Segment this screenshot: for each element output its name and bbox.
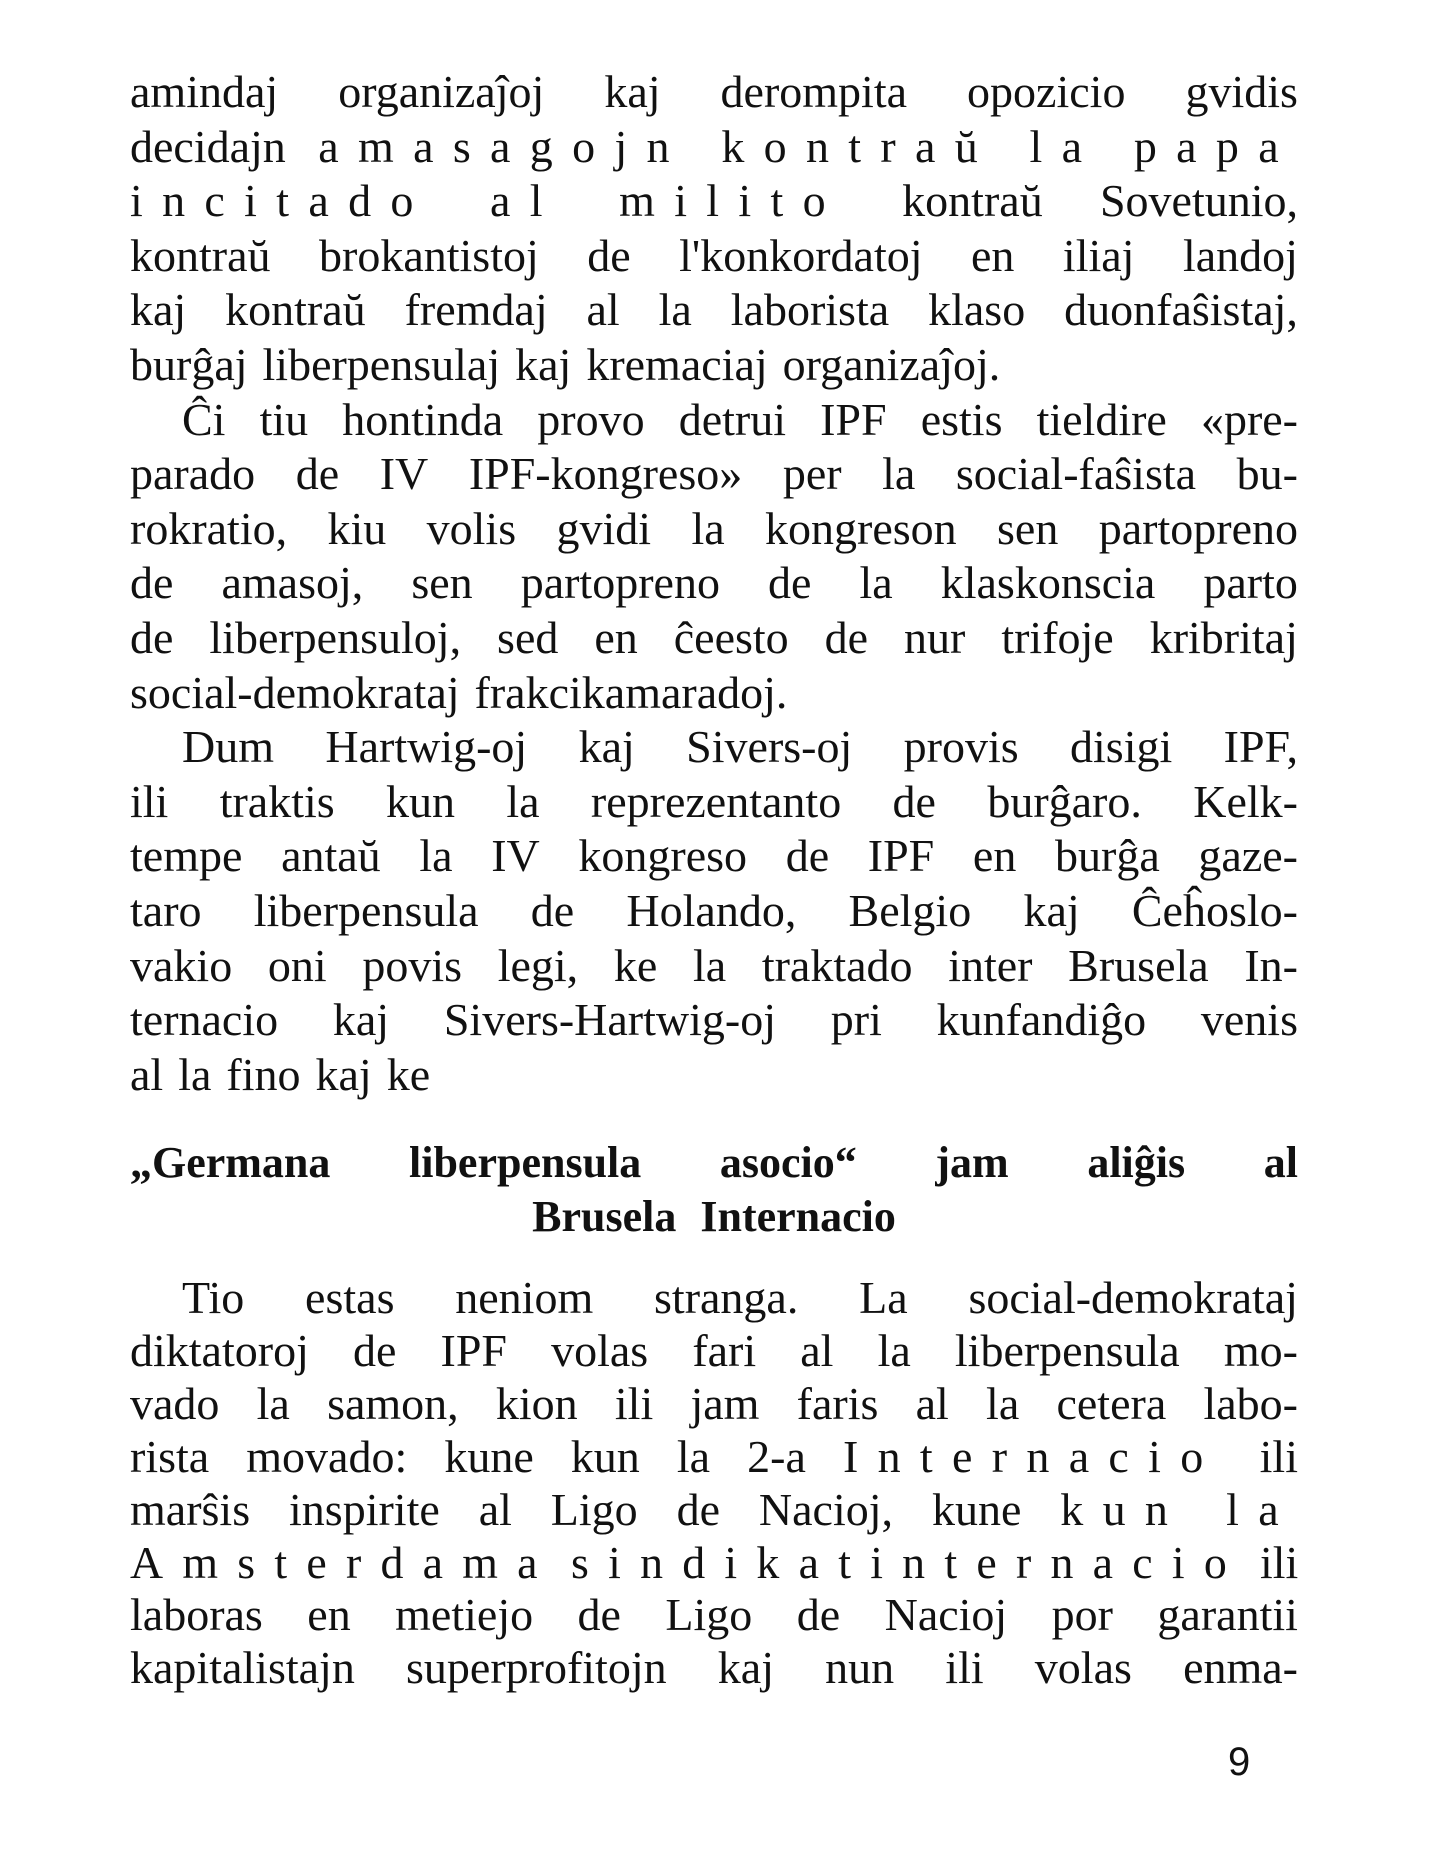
word: en	[971, 229, 1015, 281]
word: ili	[945, 1642, 984, 1694]
text-line	[130, 608, 1298, 668]
word: Ligo	[665, 1589, 753, 1641]
word: kun	[386, 775, 456, 827]
word: IPF	[867, 830, 935, 882]
word: Sivers-oj	[686, 721, 853, 773]
word: Tio	[182, 1272, 245, 1323]
word: IPF-kongreso»	[468, 448, 743, 500]
word: kapitalistajn	[130, 1642, 355, 1694]
word: kaj	[1023, 885, 1080, 936]
word: burĝa	[1055, 830, 1160, 882]
word: la	[676, 1430, 711, 1482]
word: povis	[362, 939, 463, 991]
word: movado:	[246, 1430, 408, 1482]
word: partopreno	[520, 557, 720, 609]
word: gvidi	[556, 502, 652, 554]
word: metiejo	[395, 1589, 534, 1641]
word: liberpensula	[954, 1324, 1180, 1376]
word: kongreson	[765, 502, 957, 554]
text-line	[130, 1321, 1298, 1381]
word: superprofitojn	[406, 1642, 667, 1694]
word: Brusela	[532, 1192, 677, 1241]
word: ĉeesto	[673, 612, 789, 663]
word: amindaj	[130, 66, 279, 117]
word: gvidis	[1185, 66, 1298, 117]
word: la	[419, 830, 453, 882]
word: de	[587, 229, 631, 281]
word: la	[859, 557, 893, 609]
word: Belgio	[848, 885, 972, 936]
word: ke	[613, 939, 658, 991]
word: La	[859, 1272, 908, 1323]
word: al	[800, 1324, 834, 1376]
word: de	[130, 612, 174, 663]
word: taro	[130, 885, 202, 936]
word: Ligo	[550, 1483, 638, 1535]
word: opozicio	[967, 66, 1126, 117]
heading-line	[130, 1133, 1298, 1193]
word: marŝis	[130, 1483, 251, 1535]
text-line	[130, 171, 1298, 231]
word: traktado	[761, 939, 913, 991]
word: kion	[495, 1377, 578, 1429]
word: en	[307, 1589, 351, 1641]
text-line	[130, 1480, 1298, 1540]
word: 2-a	[747, 1430, 806, 1482]
word: ili	[1259, 1536, 1298, 1588]
text-line	[130, 1268, 1298, 1328]
word: tiu	[259, 393, 309, 445]
word: kaj	[578, 721, 635, 773]
word: neniom	[455, 1272, 594, 1323]
word: sen	[997, 502, 1059, 554]
word: traktis	[219, 775, 335, 827]
word: garantii	[1157, 1589, 1298, 1641]
word: kaj	[717, 1642, 774, 1694]
word: vakio	[130, 939, 233, 991]
word: bu-	[1236, 448, 1298, 500]
word: kiu	[327, 502, 387, 554]
text-line	[130, 1638, 1298, 1698]
word: social-demokrataj	[130, 666, 460, 718]
word: volas	[551, 1324, 649, 1376]
word: social-demokrataj	[968, 1272, 1298, 1323]
word: jam	[690, 1377, 760, 1429]
word: kaj	[130, 284, 187, 336]
text-line	[130, 335, 1298, 395]
text-line	[130, 990, 1298, 1050]
word: l'konkordatoj	[679, 229, 923, 281]
word: legi,	[497, 939, 579, 991]
word: IPF	[820, 393, 887, 445]
word: enma-	[1183, 1642, 1298, 1694]
word: kremaciaj	[586, 339, 768, 390]
word: de	[892, 775, 936, 827]
word: Amsterdama	[130, 1536, 557, 1588]
word: rokratio,	[130, 502, 288, 554]
word: IV	[379, 448, 429, 500]
text-line	[130, 1585, 1298, 1645]
text-line	[130, 663, 1298, 723]
word: organizaĵoj.	[782, 339, 1001, 390]
word: oni	[267, 939, 327, 991]
word: Sivers-Hartwig-oj	[443, 994, 776, 1046]
page-number: 9	[1228, 1740, 1251, 1784]
word: ili	[614, 1377, 654, 1429]
word: la	[1226, 1483, 1298, 1535]
word: liberpensulaj	[262, 339, 501, 390]
word: kune	[931, 1483, 1022, 1535]
word: venis	[1200, 994, 1298, 1046]
word: brokantistoj	[319, 229, 539, 281]
word: In-	[1244, 939, 1298, 991]
word: iliaj	[1062, 229, 1135, 281]
word: de	[530, 885, 575, 936]
word: kontraŭ	[225, 284, 366, 336]
word: IPF,	[1223, 721, 1298, 773]
word: rista	[130, 1430, 210, 1482]
word: estas	[305, 1272, 395, 1323]
word: kun	[1060, 1483, 1188, 1535]
word: de	[577, 1589, 621, 1641]
word: inter	[948, 939, 1033, 991]
word: decidajn	[130, 120, 286, 172]
word: kunfandiĝo	[936, 994, 1147, 1046]
word: kaj	[332, 994, 390, 1046]
word: Kelk-	[1193, 775, 1298, 827]
word: la	[658, 284, 692, 336]
word: al	[1263, 1138, 1298, 1187]
text-line	[130, 881, 1298, 941]
word: volas	[1034, 1642, 1132, 1694]
word: Internacio	[842, 1430, 1223, 1482]
text-line	[130, 117, 1298, 177]
word: diktatoroj	[130, 1324, 309, 1376]
word: tempe	[130, 830, 243, 882]
word: en	[972, 830, 1017, 882]
word: de	[824, 612, 869, 663]
word: en	[594, 612, 638, 663]
word: milito	[619, 175, 845, 227]
word: Nacioj,	[758, 1483, 894, 1535]
word: partopreno	[1098, 502, 1298, 554]
word: nur	[904, 612, 966, 663]
word: Hartwig-oj	[325, 721, 528, 773]
word: IPF	[440, 1324, 507, 1376]
word: fremdaj	[404, 284, 548, 336]
word: „Germana	[130, 1138, 331, 1187]
word: de	[676, 1483, 721, 1535]
text-line	[130, 936, 1298, 996]
text-line	[130, 1533, 1298, 1593]
word: al	[130, 1048, 164, 1100]
word: al	[478, 1483, 512, 1535]
word: «pre-	[1200, 393, 1298, 445]
word: la	[882, 448, 916, 500]
word: kaj	[515, 339, 572, 390]
word: cetera	[1056, 1377, 1167, 1429]
word: klaskonscia	[940, 557, 1156, 609]
word: de	[796, 1589, 841, 1641]
word: liberpensula	[253, 885, 479, 936]
word: Sovetunio,	[1099, 175, 1298, 227]
word: por	[1051, 1589, 1113, 1641]
word: provis	[903, 721, 1019, 773]
word: la	[986, 1377, 1020, 1429]
word: Ĉeĥoslo-	[1131, 885, 1298, 936]
word: landoj	[1182, 229, 1298, 281]
word: de	[130, 557, 174, 609]
word: la	[506, 775, 540, 827]
word: ili	[1259, 1430, 1298, 1482]
heading-line	[130, 1187, 1298, 1247]
word: frakcikamaradoj.	[474, 666, 788, 718]
text-line	[130, 1374, 1298, 1434]
word: trifoje	[1001, 612, 1114, 663]
word: kontraŭ	[902, 175, 1043, 227]
word: ili	[130, 775, 169, 827]
word: kaj	[604, 66, 661, 117]
word: faris	[796, 1377, 879, 1429]
word: gaze-	[1198, 830, 1298, 882]
word: parado	[130, 448, 256, 500]
word: kontraŭ	[721, 120, 998, 172]
text-line	[130, 1045, 1298, 1105]
text-line	[130, 444, 1298, 504]
word: derompita	[720, 66, 908, 117]
text-line	[130, 280, 1298, 340]
word: amasoj,	[221, 557, 364, 609]
word: sindikatinternacio	[570, 1536, 1246, 1588]
word: kribritaj	[1149, 612, 1298, 663]
word: fino	[226, 1048, 301, 1100]
word: de	[352, 1324, 397, 1376]
word: papa	[1133, 120, 1298, 172]
word: estis	[920, 393, 1003, 445]
word: kongreso	[578, 830, 748, 882]
word: de	[295, 448, 340, 500]
word: organizaĵoj	[338, 66, 545, 117]
word: disigi	[1070, 721, 1173, 773]
word: al	[490, 175, 562, 227]
word: Brusela	[1068, 939, 1209, 991]
word: la	[691, 502, 725, 554]
word: samon,	[327, 1377, 459, 1429]
text-line	[130, 772, 1298, 832]
word: Nacioj	[884, 1589, 1008, 1641]
text-line	[130, 717, 1298, 777]
word: antaŭ	[281, 830, 381, 882]
text-line	[130, 62, 1298, 122]
text-line	[130, 226, 1298, 286]
word: per	[782, 448, 842, 500]
word: IV	[491, 830, 540, 882]
word: fari	[692, 1324, 757, 1376]
word: burĝaro.	[987, 775, 1142, 827]
word: parto	[1203, 557, 1298, 609]
text-line	[130, 826, 1298, 886]
word: detrui	[678, 393, 787, 445]
word: liberpensuloj,	[209, 612, 462, 663]
word: labo-	[1203, 1377, 1298, 1429]
word: sen	[411, 557, 473, 609]
word: Internacio	[700, 1192, 896, 1241]
word: laboras	[130, 1589, 263, 1641]
word: vado	[130, 1377, 220, 1429]
word: nun	[825, 1642, 895, 1694]
word: al	[586, 284, 620, 336]
text-line	[130, 499, 1298, 559]
word: duonfaŝistaj,	[1064, 284, 1298, 336]
word: de	[785, 830, 830, 882]
word: ternacio	[130, 994, 279, 1046]
word: burĝaj	[130, 339, 248, 390]
text-line	[130, 1427, 1298, 1487]
word: provo	[537, 393, 645, 445]
word: mo-	[1223, 1324, 1298, 1376]
word: la	[1029, 120, 1102, 172]
word: klaso	[928, 284, 1026, 336]
text-line	[130, 390, 1298, 450]
word: social-faŝista	[955, 448, 1197, 500]
word: Ĉi	[182, 393, 226, 445]
word: volis	[426, 502, 517, 554]
word: la	[256, 1377, 290, 1429]
word: la	[692, 939, 727, 991]
word: stranga.	[654, 1272, 799, 1323]
word: reprezentanto	[590, 775, 842, 827]
word: incitado	[130, 175, 433, 227]
word: kune	[444, 1430, 534, 1482]
word: al	[915, 1377, 949, 1429]
word: ke	[386, 1048, 431, 1100]
word: sed	[497, 612, 559, 663]
word: jam	[935, 1138, 1009, 1187]
word: Dum	[182, 721, 274, 773]
word: laborista	[730, 284, 890, 336]
word: kontraŭ	[130, 229, 271, 281]
word: Holando,	[626, 885, 797, 936]
word: asocio“	[719, 1138, 857, 1187]
word: kaj	[315, 1048, 372, 1100]
word: liberpensula	[409, 1138, 642, 1187]
word: tieldire	[1036, 393, 1167, 445]
word: pri	[830, 994, 882, 1046]
text-line	[130, 553, 1298, 613]
word: amasagojn	[318, 120, 689, 172]
word: inspirite	[289, 1483, 440, 1535]
word: hontinda	[342, 393, 504, 445]
word: kun	[570, 1430, 640, 1482]
word: la	[178, 1048, 212, 1100]
word: de	[768, 557, 812, 609]
word: aliĝis	[1087, 1138, 1186, 1187]
word: la	[877, 1324, 911, 1376]
